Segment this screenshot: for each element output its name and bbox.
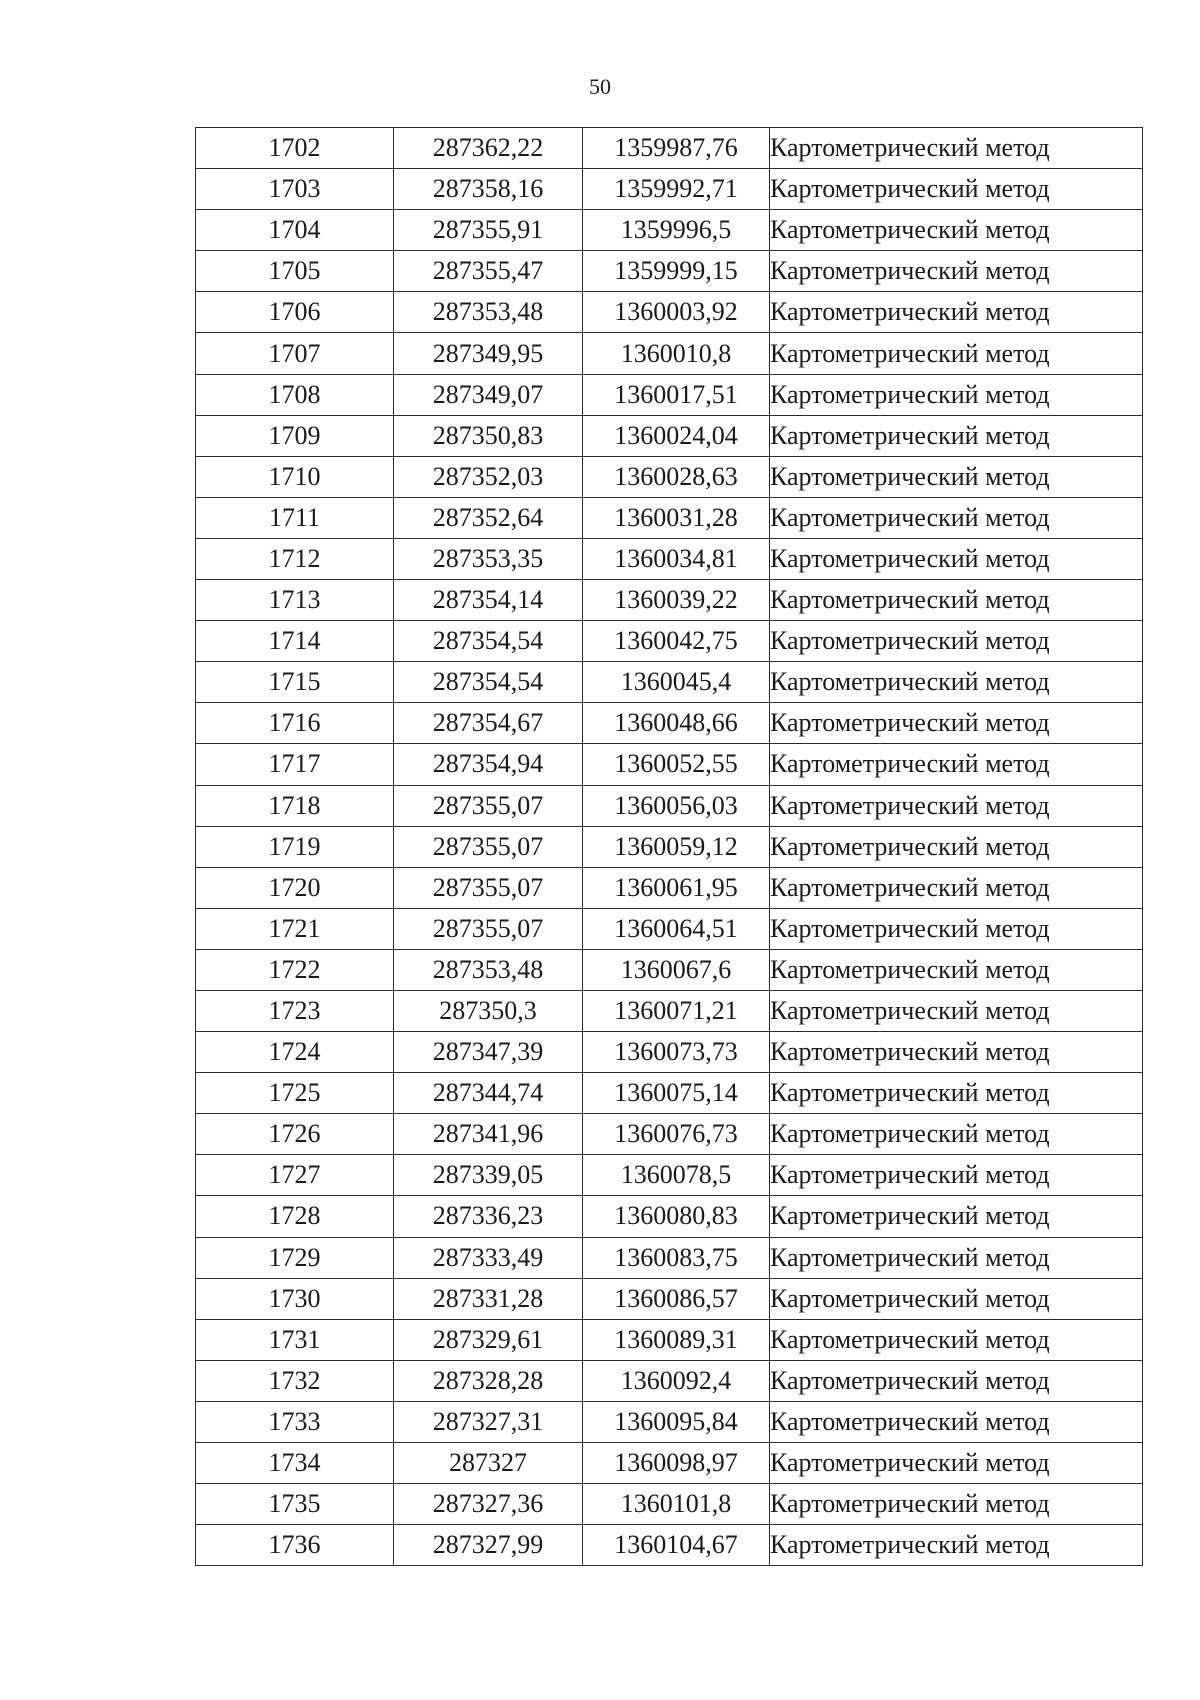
method-cell: Картометрический метод — [770, 1319, 1143, 1360]
table-row — [196, 908, 1143, 949]
point-number-cell: 1714 — [196, 621, 394, 662]
table-row — [196, 703, 1143, 744]
point-number-cell: 1704 — [196, 210, 394, 251]
y-coordinate-cell: 1359987,76 — [583, 128, 770, 169]
method-cell: Картометрический метод — [770, 1525, 1143, 1566]
method-cell: Картометрический метод — [770, 1114, 1143, 1155]
point-number-cell: 1722 — [196, 949, 394, 990]
x-coordinate-cell: 287333,49 — [394, 1237, 583, 1278]
x-coordinate-cell: 287353,48 — [394, 292, 583, 333]
method-cell: Картометрический метод — [770, 744, 1143, 785]
table-row — [196, 1401, 1143, 1442]
x-coordinate-cell: 287358,16 — [394, 169, 583, 210]
table-row — [196, 744, 1143, 785]
x-coordinate-cell: 287354,54 — [394, 662, 583, 703]
table-row — [196, 538, 1143, 579]
y-coordinate-cell: 1360039,22 — [583, 580, 770, 621]
y-coordinate-cell: 1360059,12 — [583, 826, 770, 867]
table-row — [196, 415, 1143, 456]
table-row — [196, 949, 1143, 990]
point-number-cell: 1715 — [196, 662, 394, 703]
method-cell: Картометрический метод — [770, 785, 1143, 826]
x-coordinate-cell: 287327,99 — [394, 1525, 583, 1566]
method-cell: Картометрический метод — [770, 333, 1143, 374]
method-cell: Картометрический метод — [770, 169, 1143, 210]
y-coordinate-cell: 1360071,21 — [583, 990, 770, 1031]
table-row — [196, 333, 1143, 374]
y-coordinate-cell: 1360089,31 — [583, 1319, 770, 1360]
point-number-cell: 1718 — [196, 785, 394, 826]
y-coordinate-cell: 1360075,14 — [583, 1073, 770, 1114]
point-number-cell: 1726 — [196, 1114, 394, 1155]
method-cell: Картометрический метод — [770, 1443, 1143, 1484]
coordinates-table — [195, 127, 1143, 1566]
table-row — [196, 785, 1143, 826]
point-number-cell: 1727 — [196, 1155, 394, 1196]
method-cell: Картометрический метод — [770, 580, 1143, 621]
y-coordinate-cell: 1360052,55 — [583, 744, 770, 785]
x-coordinate-cell: 287354,94 — [394, 744, 583, 785]
x-coordinate-cell: 287350,83 — [394, 415, 583, 456]
x-coordinate-cell: 287352,64 — [394, 497, 583, 538]
method-cell: Картометрический метод — [770, 415, 1143, 456]
table-row — [196, 1114, 1143, 1155]
table-row — [196, 621, 1143, 662]
point-number-cell: 1725 — [196, 1073, 394, 1114]
table-row — [196, 1278, 1143, 1319]
x-coordinate-cell: 287339,05 — [394, 1155, 583, 1196]
point-number-cell: 1717 — [196, 744, 394, 785]
x-coordinate-cell: 287347,39 — [394, 1032, 583, 1073]
x-coordinate-cell: 287355,47 — [394, 251, 583, 292]
method-cell: Картометрический метод — [770, 1032, 1143, 1073]
table-row — [196, 662, 1143, 703]
x-coordinate-cell: 287353,35 — [394, 538, 583, 579]
x-coordinate-cell: 287344,74 — [394, 1073, 583, 1114]
x-coordinate-cell: 287327,31 — [394, 1401, 583, 1442]
method-cell: Картометрический метод — [770, 908, 1143, 949]
y-coordinate-cell: 1360056,03 — [583, 785, 770, 826]
x-coordinate-cell: 287350,3 — [394, 990, 583, 1031]
table-row — [196, 1196, 1143, 1237]
table-row — [196, 867, 1143, 908]
point-number-cell: 1728 — [196, 1196, 394, 1237]
x-coordinate-cell: 287362,22 — [394, 128, 583, 169]
point-number-cell: 1730 — [196, 1278, 394, 1319]
method-cell: Картометрический метод — [770, 949, 1143, 990]
table-row — [196, 1360, 1143, 1401]
point-number-cell: 1736 — [196, 1525, 394, 1566]
table-row — [196, 251, 1143, 292]
table-row — [196, 1525, 1143, 1566]
x-coordinate-cell: 287354,54 — [394, 621, 583, 662]
y-coordinate-cell: 1360042,75 — [583, 621, 770, 662]
point-number-cell: 1723 — [196, 990, 394, 1031]
method-cell: Картометрический метод — [770, 374, 1143, 415]
table-row — [196, 374, 1143, 415]
method-cell: Картометрический метод — [770, 990, 1143, 1031]
point-number-cell: 1708 — [196, 374, 394, 415]
point-number-cell: 1709 — [196, 415, 394, 456]
y-coordinate-cell: 1359992,71 — [583, 169, 770, 210]
table-row — [196, 1032, 1143, 1073]
method-cell: Картометрический метод — [770, 292, 1143, 333]
x-coordinate-cell: 287341,96 — [394, 1114, 583, 1155]
table-row — [196, 292, 1143, 333]
table-body — [196, 128, 1143, 1566]
y-coordinate-cell: 1360083,75 — [583, 1237, 770, 1278]
table-row — [196, 128, 1143, 169]
x-coordinate-cell: 287336,23 — [394, 1196, 583, 1237]
x-coordinate-cell: 287355,07 — [394, 867, 583, 908]
y-coordinate-cell: 1360017,51 — [583, 374, 770, 415]
point-number-cell: 1733 — [196, 1401, 394, 1442]
point-number-cell: 1712 — [196, 538, 394, 579]
y-coordinate-cell: 1360034,81 — [583, 538, 770, 579]
x-coordinate-cell: 287355,91 — [394, 210, 583, 251]
x-coordinate-cell: 287353,48 — [394, 949, 583, 990]
y-coordinate-cell: 1360048,66 — [583, 703, 770, 744]
method-cell: Картометрический метод — [770, 662, 1143, 703]
method-cell: Картометрический метод — [770, 867, 1143, 908]
y-coordinate-cell: 1360028,63 — [583, 456, 770, 497]
table-row — [196, 826, 1143, 867]
x-coordinate-cell: 287354,67 — [394, 703, 583, 744]
table-row — [196, 497, 1143, 538]
point-number-cell: 1719 — [196, 826, 394, 867]
method-cell: Картометрический метод — [770, 1278, 1143, 1319]
point-number-cell: 1711 — [196, 497, 394, 538]
point-number-cell: 1705 — [196, 251, 394, 292]
x-coordinate-cell: 287327,36 — [394, 1484, 583, 1525]
x-coordinate-cell: 287355,07 — [394, 908, 583, 949]
method-cell: Картометрический метод — [770, 826, 1143, 867]
method-cell: Картометрический метод — [770, 1073, 1143, 1114]
x-coordinate-cell: 287352,03 — [394, 456, 583, 497]
y-coordinate-cell: 1360080,83 — [583, 1196, 770, 1237]
y-coordinate-cell: 1360003,92 — [583, 292, 770, 333]
y-coordinate-cell: 1360076,73 — [583, 1114, 770, 1155]
x-coordinate-cell: 287354,14 — [394, 580, 583, 621]
table-row — [196, 1237, 1143, 1278]
table-row — [196, 1155, 1143, 1196]
point-number-cell: 1707 — [196, 333, 394, 374]
y-coordinate-cell: 1360095,84 — [583, 1401, 770, 1442]
y-coordinate-cell: 1360031,28 — [583, 497, 770, 538]
x-coordinate-cell: 287355,07 — [394, 826, 583, 867]
point-number-cell: 1706 — [196, 292, 394, 333]
page-number: 50 — [589, 74, 611, 99]
table-row — [196, 1443, 1143, 1484]
y-coordinate-cell: 1359996,5 — [583, 210, 770, 251]
method-cell: Картометрический метод — [770, 210, 1143, 251]
y-coordinate-cell: 1360010,8 — [583, 333, 770, 374]
y-coordinate-cell: 1359999,15 — [583, 251, 770, 292]
point-number-cell: 1710 — [196, 456, 394, 497]
y-coordinate-cell: 1360073,73 — [583, 1032, 770, 1073]
point-number-cell: 1716 — [196, 703, 394, 744]
method-cell: Картометрический метод — [770, 621, 1143, 662]
table-row — [196, 456, 1143, 497]
point-number-cell: 1720 — [196, 867, 394, 908]
y-coordinate-cell: 1360045,4 — [583, 662, 770, 703]
x-coordinate-cell: 287328,28 — [394, 1360, 583, 1401]
x-coordinate-cell: 287329,61 — [394, 1319, 583, 1360]
point-number-cell: 1729 — [196, 1237, 394, 1278]
y-coordinate-cell: 1360024,04 — [583, 415, 770, 456]
table-row — [196, 1484, 1143, 1525]
point-number-cell: 1724 — [196, 1032, 394, 1073]
method-cell: Картометрический метод — [770, 251, 1143, 292]
y-coordinate-cell: 1360067,6 — [583, 949, 770, 990]
method-cell: Картометрический метод — [770, 497, 1143, 538]
table-row — [196, 210, 1143, 251]
point-number-cell: 1735 — [196, 1484, 394, 1525]
point-number-cell: 1734 — [196, 1443, 394, 1484]
y-coordinate-cell: 1360064,51 — [583, 908, 770, 949]
point-number-cell: 1732 — [196, 1360, 394, 1401]
y-coordinate-cell: 1360061,95 — [583, 867, 770, 908]
table-row — [196, 580, 1143, 621]
point-number-cell: 1731 — [196, 1319, 394, 1360]
y-coordinate-cell: 1360092,4 — [583, 1360, 770, 1401]
method-cell: Картометрический метод — [770, 1484, 1143, 1525]
table-row — [196, 990, 1143, 1031]
table-row — [196, 1073, 1143, 1114]
table-row — [196, 1319, 1143, 1360]
y-coordinate-cell: 1360098,97 — [583, 1443, 770, 1484]
method-cell: Картометрический метод — [770, 1155, 1143, 1196]
x-coordinate-cell: 287355,07 — [394, 785, 583, 826]
method-cell: Картометрический метод — [770, 703, 1143, 744]
method-cell: Картометрический метод — [770, 1237, 1143, 1278]
point-number-cell: 1703 — [196, 169, 394, 210]
x-coordinate-cell: 287331,28 — [394, 1278, 583, 1319]
x-coordinate-cell: 287349,07 — [394, 374, 583, 415]
x-coordinate-cell: 287327 — [394, 1443, 583, 1484]
table-row — [196, 169, 1143, 210]
y-coordinate-cell: 1360078,5 — [583, 1155, 770, 1196]
method-cell: Картометрический метод — [770, 1196, 1143, 1237]
point-number-cell: 1713 — [196, 580, 394, 621]
x-coordinate-cell: 287349,95 — [394, 333, 583, 374]
y-coordinate-cell: 1360086,57 — [583, 1278, 770, 1319]
y-coordinate-cell: 1360101,8 — [583, 1484, 770, 1525]
method-cell: Картометрический метод — [770, 128, 1143, 169]
method-cell: Картометрический метод — [770, 538, 1143, 579]
method-cell: Картометрический метод — [770, 1360, 1143, 1401]
y-coordinate-cell: 1360104,67 — [583, 1525, 770, 1566]
method-cell: Картометрический метод — [770, 456, 1143, 497]
point-number-cell: 1702 — [196, 128, 394, 169]
point-number-cell: 1721 — [196, 908, 394, 949]
method-cell: Картометрический метод — [770, 1401, 1143, 1442]
